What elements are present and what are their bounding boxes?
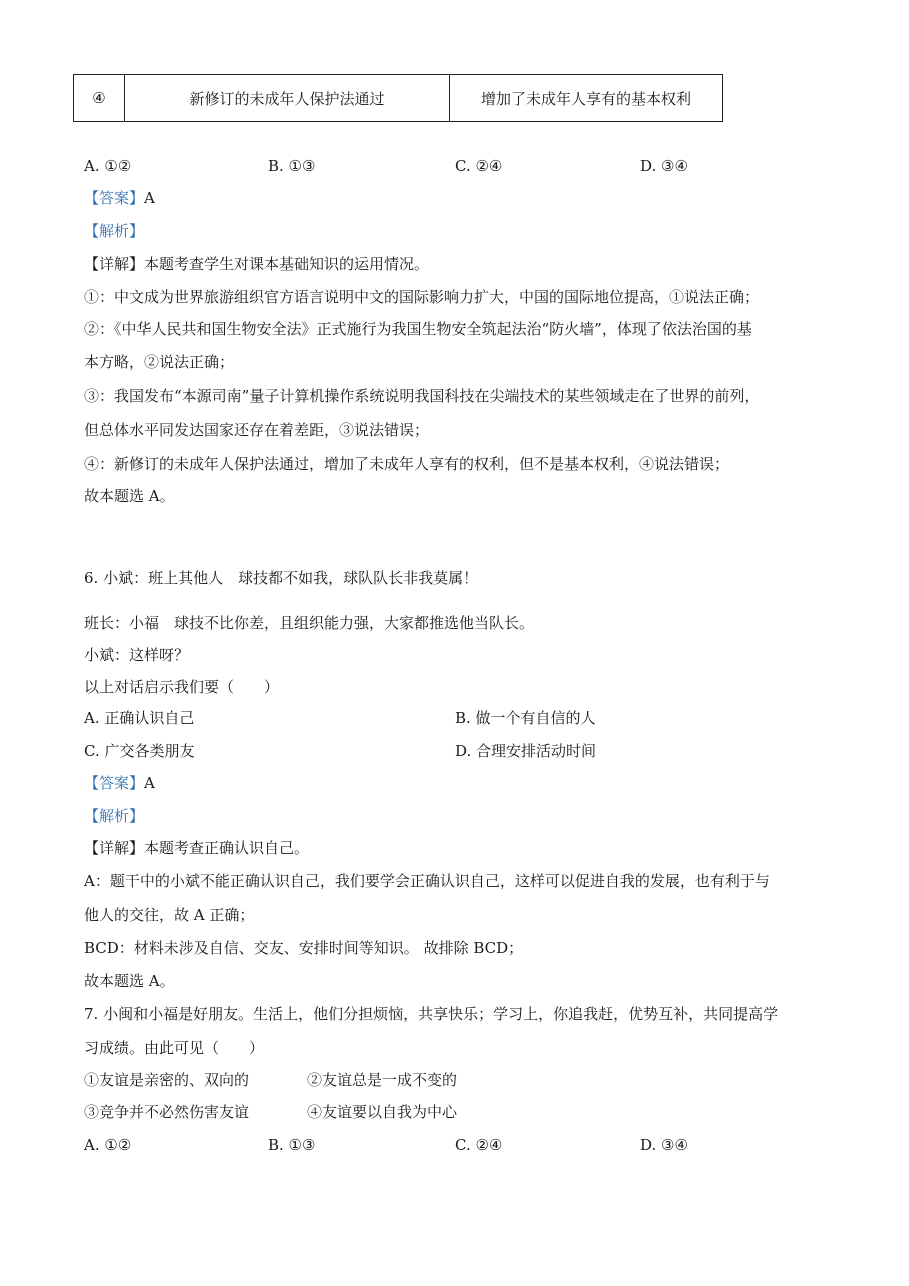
q7-option-c: C. ②④ xyxy=(455,1136,503,1154)
answer-tag: 【答案】 xyxy=(84,774,145,792)
q6-option-a: A. 正确认识自己 xyxy=(84,709,195,727)
q6-line-4: 故本题选 A。 xyxy=(84,972,175,990)
q6-option-c: C. 广交各类朋友 xyxy=(84,742,195,760)
q5-answer xyxy=(84,188,155,208)
q6-option-d: D. 合理安排活动时间 xyxy=(455,742,597,760)
table-cell-event: 新修订的未成年人保护法通过 xyxy=(125,75,450,122)
q5-option-b: B. ①③ xyxy=(268,157,316,175)
q5-analysis-tag: 【解析】 xyxy=(84,222,145,240)
q7-statement-4: ④友谊要以自我为中心 xyxy=(307,1103,458,1121)
q5-option-c: C. ②④ xyxy=(455,157,503,175)
q5-line-7: 故本题选 A。 xyxy=(84,487,175,505)
q6-answer xyxy=(84,773,155,793)
q7-option-b: B. ①③ xyxy=(268,1136,316,1154)
q7-statement-2: ②友谊总是一成不变的 xyxy=(307,1071,458,1089)
answer-table xyxy=(73,74,723,122)
q6-stem-4: 以上对话启示我们要（ ） xyxy=(84,678,280,696)
q6-stem-3: 小斌：这样呀？ xyxy=(84,646,190,664)
answer-value: A xyxy=(144,774,155,792)
q7-option-a: A. ①② xyxy=(84,1136,132,1154)
q5-line-2: ②：《中华人民共和国生物安全法》正式施行为我国生物安全筑起法治“防火墙”，体现了依法治国的基 xyxy=(84,320,752,338)
q7-statement-3: ③竞争并不必然伤害友谊 xyxy=(84,1103,250,1121)
q5-option-a: A. ①② xyxy=(84,157,132,175)
q5-option-d: D. ③④ xyxy=(640,157,688,175)
q5-line-6: ④：新修订的未成年人保护法通过，增加了未成年人享有的权利，但不是基本权利，④说法错误； xyxy=(84,455,730,473)
q6-stem-2: 班长：小福 球技不比你差，且组织能力强，大家都推选他当队长。 xyxy=(84,614,535,632)
q6-stem-1: 6. 小斌：班上其他人 球技都不如我，球队队长非我莫属！ xyxy=(84,569,479,587)
q6-option-b: B. 做一个有自信的人 xyxy=(455,709,596,727)
answer-tag: 【答案】 xyxy=(84,189,145,207)
q6-analysis-tag: 【解析】 xyxy=(84,807,145,825)
q5-line-1: ①：中文成为世界旅游组织官方语言说明中文的国际影响力扩大，中国的国际地位提高，①说法正确； xyxy=(84,288,760,306)
q6-line-2: 他人的交往，故 A 正确； xyxy=(84,906,255,924)
q7-stem-2: 习成绩。由此可见（ ） xyxy=(84,1039,265,1057)
q5-line-4: ③：我国发布“本源司南”量子计算机操作系统说明我国科技在尖端技术的某些领域走在了世界的前列， xyxy=(84,387,760,405)
q6-line-1: A：题干中的小斌不能正确认识自己，我们要学会正确认识自己，这样可以促进自我的发展，也有利于与 xyxy=(84,872,770,890)
answer-value: A xyxy=(144,189,155,207)
q5-detail: 【详解】本题考查学生对课本基础知识的运用情况。 xyxy=(84,255,430,273)
q7-option-d: D. ③④ xyxy=(640,1136,688,1154)
q5-line-5: 但总体水平同发达国家还存在着差距，③说法错误； xyxy=(84,421,430,439)
q5-line-3: 本方略，②说法正确； xyxy=(84,353,235,371)
q7-stem-1: 7. 小闽和小福是好朋友。生活上，他们分担烦恼，共享快乐；学习上，你追我赶，优势互补，共同提高学 xyxy=(84,1005,779,1023)
table-row xyxy=(74,75,723,122)
q7-statement-1: ①友谊是亲密的、双向的 xyxy=(84,1071,250,1089)
table-cell-meaning: 增加了未成年人享有的基本权利 xyxy=(450,75,723,122)
q6-line-3: BCD：材料未涉及自信、交友、安排时间等知识。 故排除 BCD； xyxy=(84,939,524,957)
table-cell-number: ④ xyxy=(74,75,125,122)
q6-detail: 【详解】本题考查正确认识自己。 xyxy=(84,839,310,857)
